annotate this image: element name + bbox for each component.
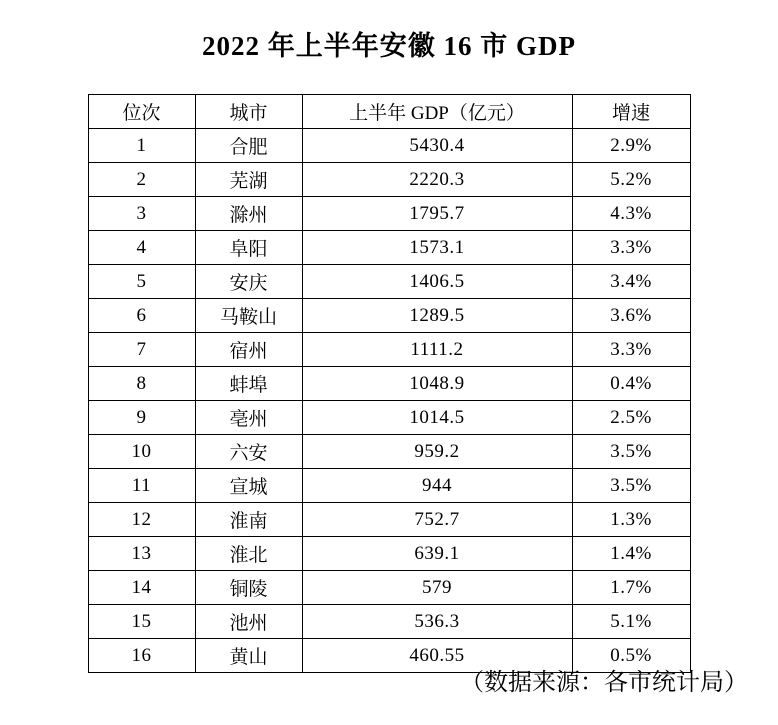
cell-city: 淮南 (195, 503, 302, 537)
table-row (88, 367, 690, 401)
cell-gdp: 536.3 (302, 605, 572, 639)
cell-growth: 1.7% (572, 571, 690, 605)
column-header-growth: 增速 (572, 95, 690, 129)
table-header-row (88, 95, 690, 129)
cell-city: 马鞍山 (195, 299, 302, 333)
cell-gdp: 1289.5 (302, 299, 572, 333)
cell-rank: 5 (88, 265, 195, 299)
cell-rank: 16 (88, 639, 195, 673)
cell-city: 淮北 (195, 537, 302, 571)
table-row (88, 435, 690, 469)
cell-growth: 3.3% (572, 333, 690, 367)
cell-gdp: 639.1 (302, 537, 572, 571)
cell-rank: 6 (88, 299, 195, 333)
table-row (88, 299, 690, 333)
gdp-table (88, 94, 691, 673)
source-note: （数据来源：各市统计局） (460, 670, 748, 696)
cell-gdp: 1573.1 (302, 231, 572, 265)
cell-gdp: 460.55 (302, 639, 572, 673)
table-row (88, 401, 690, 435)
cell-city: 阜阳 (195, 231, 302, 265)
cell-rank: 13 (88, 537, 195, 571)
cell-growth: 0.4% (572, 367, 690, 401)
cell-growth: 0.5% (572, 639, 690, 673)
table-row (88, 605, 690, 639)
cell-gdp: 2220.3 (302, 163, 572, 197)
cell-gdp: 959.2 (302, 435, 572, 469)
column-header-city: 城市 (195, 95, 302, 129)
cell-growth: 2.9% (572, 129, 690, 163)
cell-gdp: 1014.5 (302, 401, 572, 435)
cell-gdp: 1111.2 (302, 333, 572, 367)
cell-city: 蚌埠 (195, 367, 302, 401)
cell-growth: 3.5% (572, 435, 690, 469)
cell-rank: 2 (88, 163, 195, 197)
table-row (88, 265, 690, 299)
cell-gdp: 1795.7 (302, 197, 572, 231)
cell-gdp: 5430.4 (302, 129, 572, 163)
cell-city: 宿州 (195, 333, 302, 367)
cell-city: 合肥 (195, 129, 302, 163)
cell-gdp: 1048.9 (302, 367, 572, 401)
table-row (88, 163, 690, 197)
table-row (88, 333, 690, 367)
cell-rank: 7 (88, 333, 195, 367)
cell-rank: 4 (88, 231, 195, 265)
cell-city: 亳州 (195, 401, 302, 435)
cell-growth: 1.4% (572, 537, 690, 571)
table-row (88, 469, 690, 503)
table-row (88, 537, 690, 571)
cell-growth: 4.3% (572, 197, 690, 231)
cell-city: 黄山 (195, 639, 302, 673)
cell-growth: 3.3% (572, 231, 690, 265)
cell-growth: 3.5% (572, 469, 690, 503)
cell-city: 六安 (195, 435, 302, 469)
cell-city: 安庆 (195, 265, 302, 299)
cell-growth: 2.5% (572, 401, 690, 435)
cell-rank: 10 (88, 435, 195, 469)
cell-city: 滁州 (195, 197, 302, 231)
gdp-table-container (0, 94, 778, 673)
cell-rank: 15 (88, 605, 195, 639)
cell-city: 池州 (195, 605, 302, 639)
cell-growth: 3.6% (572, 299, 690, 333)
table-header (88, 95, 690, 129)
table-row (88, 503, 690, 537)
table-row (88, 231, 690, 265)
column-header-rank: 位次 (88, 95, 195, 129)
table-body (88, 129, 690, 673)
cell-rank: 11 (88, 469, 195, 503)
cell-growth: 5.1% (572, 605, 690, 639)
cell-gdp: 1406.5 (302, 265, 572, 299)
cell-growth: 5.2% (572, 163, 690, 197)
column-header-gdp: 上半年 GDP（亿元） (302, 95, 572, 129)
cell-gdp: 579 (302, 571, 572, 605)
cell-growth: 3.4% (572, 265, 690, 299)
cell-rank: 3 (88, 197, 195, 231)
cell-rank: 12 (88, 503, 195, 537)
cell-gdp: 944 (302, 469, 572, 503)
cell-rank: 9 (88, 401, 195, 435)
cell-city: 芜湖 (195, 163, 302, 197)
cell-rank: 14 (88, 571, 195, 605)
table-row (88, 197, 690, 231)
table-row (88, 571, 690, 605)
document-page (0, 24, 778, 725)
cell-city: 铜陵 (195, 571, 302, 605)
page-title: 2022 年上半年安徽 16 市 GDP (202, 31, 576, 61)
cell-gdp: 752.7 (302, 503, 572, 537)
cell-rank: 1 (88, 129, 195, 163)
cell-rank: 8 (88, 367, 195, 401)
cell-growth: 1.3% (572, 503, 690, 537)
table-row (88, 129, 690, 163)
cell-city: 宣城 (195, 469, 302, 503)
